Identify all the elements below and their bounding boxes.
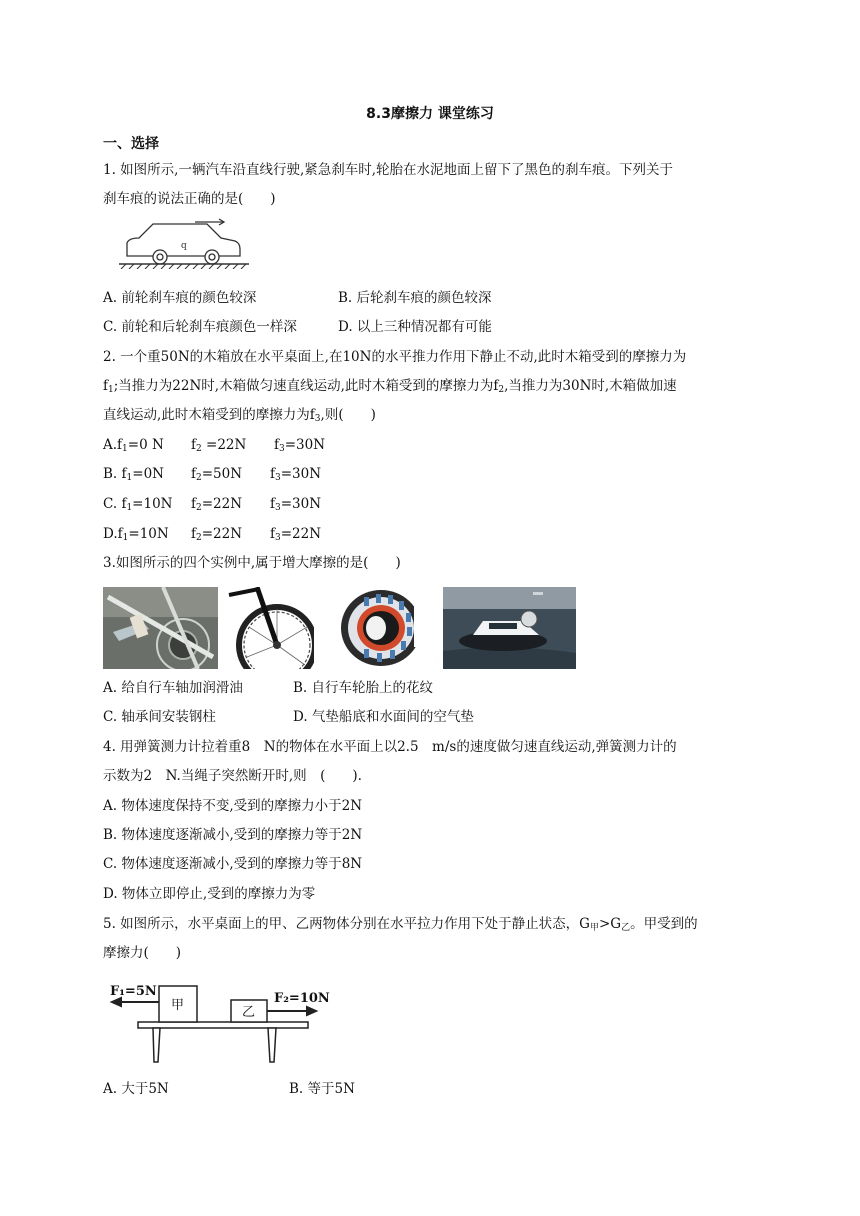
q5-stem-line2: 摩擦力( )	[103, 945, 182, 961]
q4-option-a: A. 物体速度保持不变,受到的摩擦力小于2N	[103, 798, 363, 814]
q2-option-a: $A.f_1=0$ N $f_2 =22N$ $f_3=30N$	[103, 437, 326, 454]
q2-stem-line2: $f_1$;当推力为22N时,木箱做匀速直线运动,此时木箱受到的摩擦力为$f_2$,当推力为30N时,木箱做加速	[103, 378, 677, 395]
page-title: 8.3摩擦力 课堂练习	[366, 106, 494, 122]
q4-option-c: C. 物体速度逐渐减小,受到的摩擦力等于8N	[103, 856, 363, 872]
table-blocks-figure	[108, 978, 333, 1068]
arrow-head-right-icon	[307, 1007, 316, 1015]
bike-lubrication-photo	[103, 587, 218, 669]
q2-option-d: $D.f_1=10N$ $f_2=22N$ $f_3=22N$	[103, 526, 322, 543]
q4-option-d: D. 物体立即停止,受到的摩擦力为零	[103, 886, 316, 902]
q2-stem-line3: 直线运动,此时木箱受到的摩擦力为$f_3$,则( )	[103, 407, 376, 424]
table-leg-left	[153, 1028, 160, 1062]
q3-option-a: A. 给自行车轴加润滑油	[103, 680, 243, 696]
q1-option-d: D. 以上三种情况都有可能	[338, 319, 492, 335]
section-heading: 一、选择	[103, 136, 159, 152]
q5-stem-line1: 5. 如图所示，水平桌面上的甲、乙两物体分别在水平拉力作用下处于静止状态，$G_甲>G_乙$。甲受到的	[103, 916, 698, 933]
q3-option-b: B. 自行车轮胎上的花纹	[293, 680, 434, 696]
block-jia-label: 甲	[171, 998, 185, 1013]
q1-option-a: A. 前轮刹车痕的颜色较深	[103, 290, 257, 306]
q1-stem-line1: 1. 如图所示,一辆汽车沿直线行驶,紧急刹车时,轮胎在水泥地面上留下了黑色的刹车痕。下列关于	[103, 162, 674, 178]
q4-stem-line1: 4. 用弹簧测力计拉着重8 N的物体在水平面上以2.5 m/s的速度做匀速直线运动,弹簧测力计的	[103, 739, 677, 755]
q3-stem-line1: 3.如图所示的四个实例中,属于增大摩擦的是( )	[103, 555, 401, 571]
table-leg-right	[268, 1028, 276, 1062]
q3-option-c: C. 轴承间安装钢柱	[103, 709, 216, 725]
block-yi-label: 乙	[242, 1005, 256, 1020]
table-top	[138, 1022, 308, 1028]
q4-option-b: B. 物体速度逐渐减小,受到的摩擦力等于2N	[103, 827, 363, 843]
q2-option-c: C. $f_1=10N$ $f_2=22N$ $f_3=30N$	[103, 496, 322, 513]
force-label-f2: F₂=10N	[274, 991, 330, 1006]
force-label-f1: F₁=5N	[110, 984, 157, 999]
svg-text:q: q	[181, 241, 187, 251]
q4-stem-line2: 示数为2 N.当绳子突然断开时,则 ( ).	[103, 768, 362, 784]
hovercraft-photo	[443, 587, 576, 669]
bearing-photo	[336, 587, 426, 669]
q3-option-d: D. 气垫船底和水面间的空气垫	[293, 709, 474, 725]
q1-option-b: B. 后轮刹车痕的颜色较深	[338, 290, 492, 306]
q5-option-b: B. 等于5N	[289, 1081, 355, 1097]
q2-option-b: B. $f_1=0N$ $f_2=50N$ $f_3=30N$	[103, 466, 322, 483]
car-figure	[115, 213, 255, 269]
bike-tire-photo	[219, 587, 314, 669]
q5-option-a: A. 大于5N	[103, 1081, 169, 1097]
q1-stem-line2: 刹车痕的说法正确的是( )	[103, 191, 276, 207]
arrow-head-left-icon	[112, 998, 121, 1006]
q2-stem-line1: 2. 一个重50N的木箱放在水平桌面上,在10N的水平推力作用下静止不动,此时木箱受到的摩擦力为	[103, 349, 687, 365]
ground-icon	[119, 264, 249, 269]
q1-option-c: C. 前轮和后轮刹车痕颜色一样深	[103, 319, 297, 335]
car-icon	[127, 219, 240, 264]
